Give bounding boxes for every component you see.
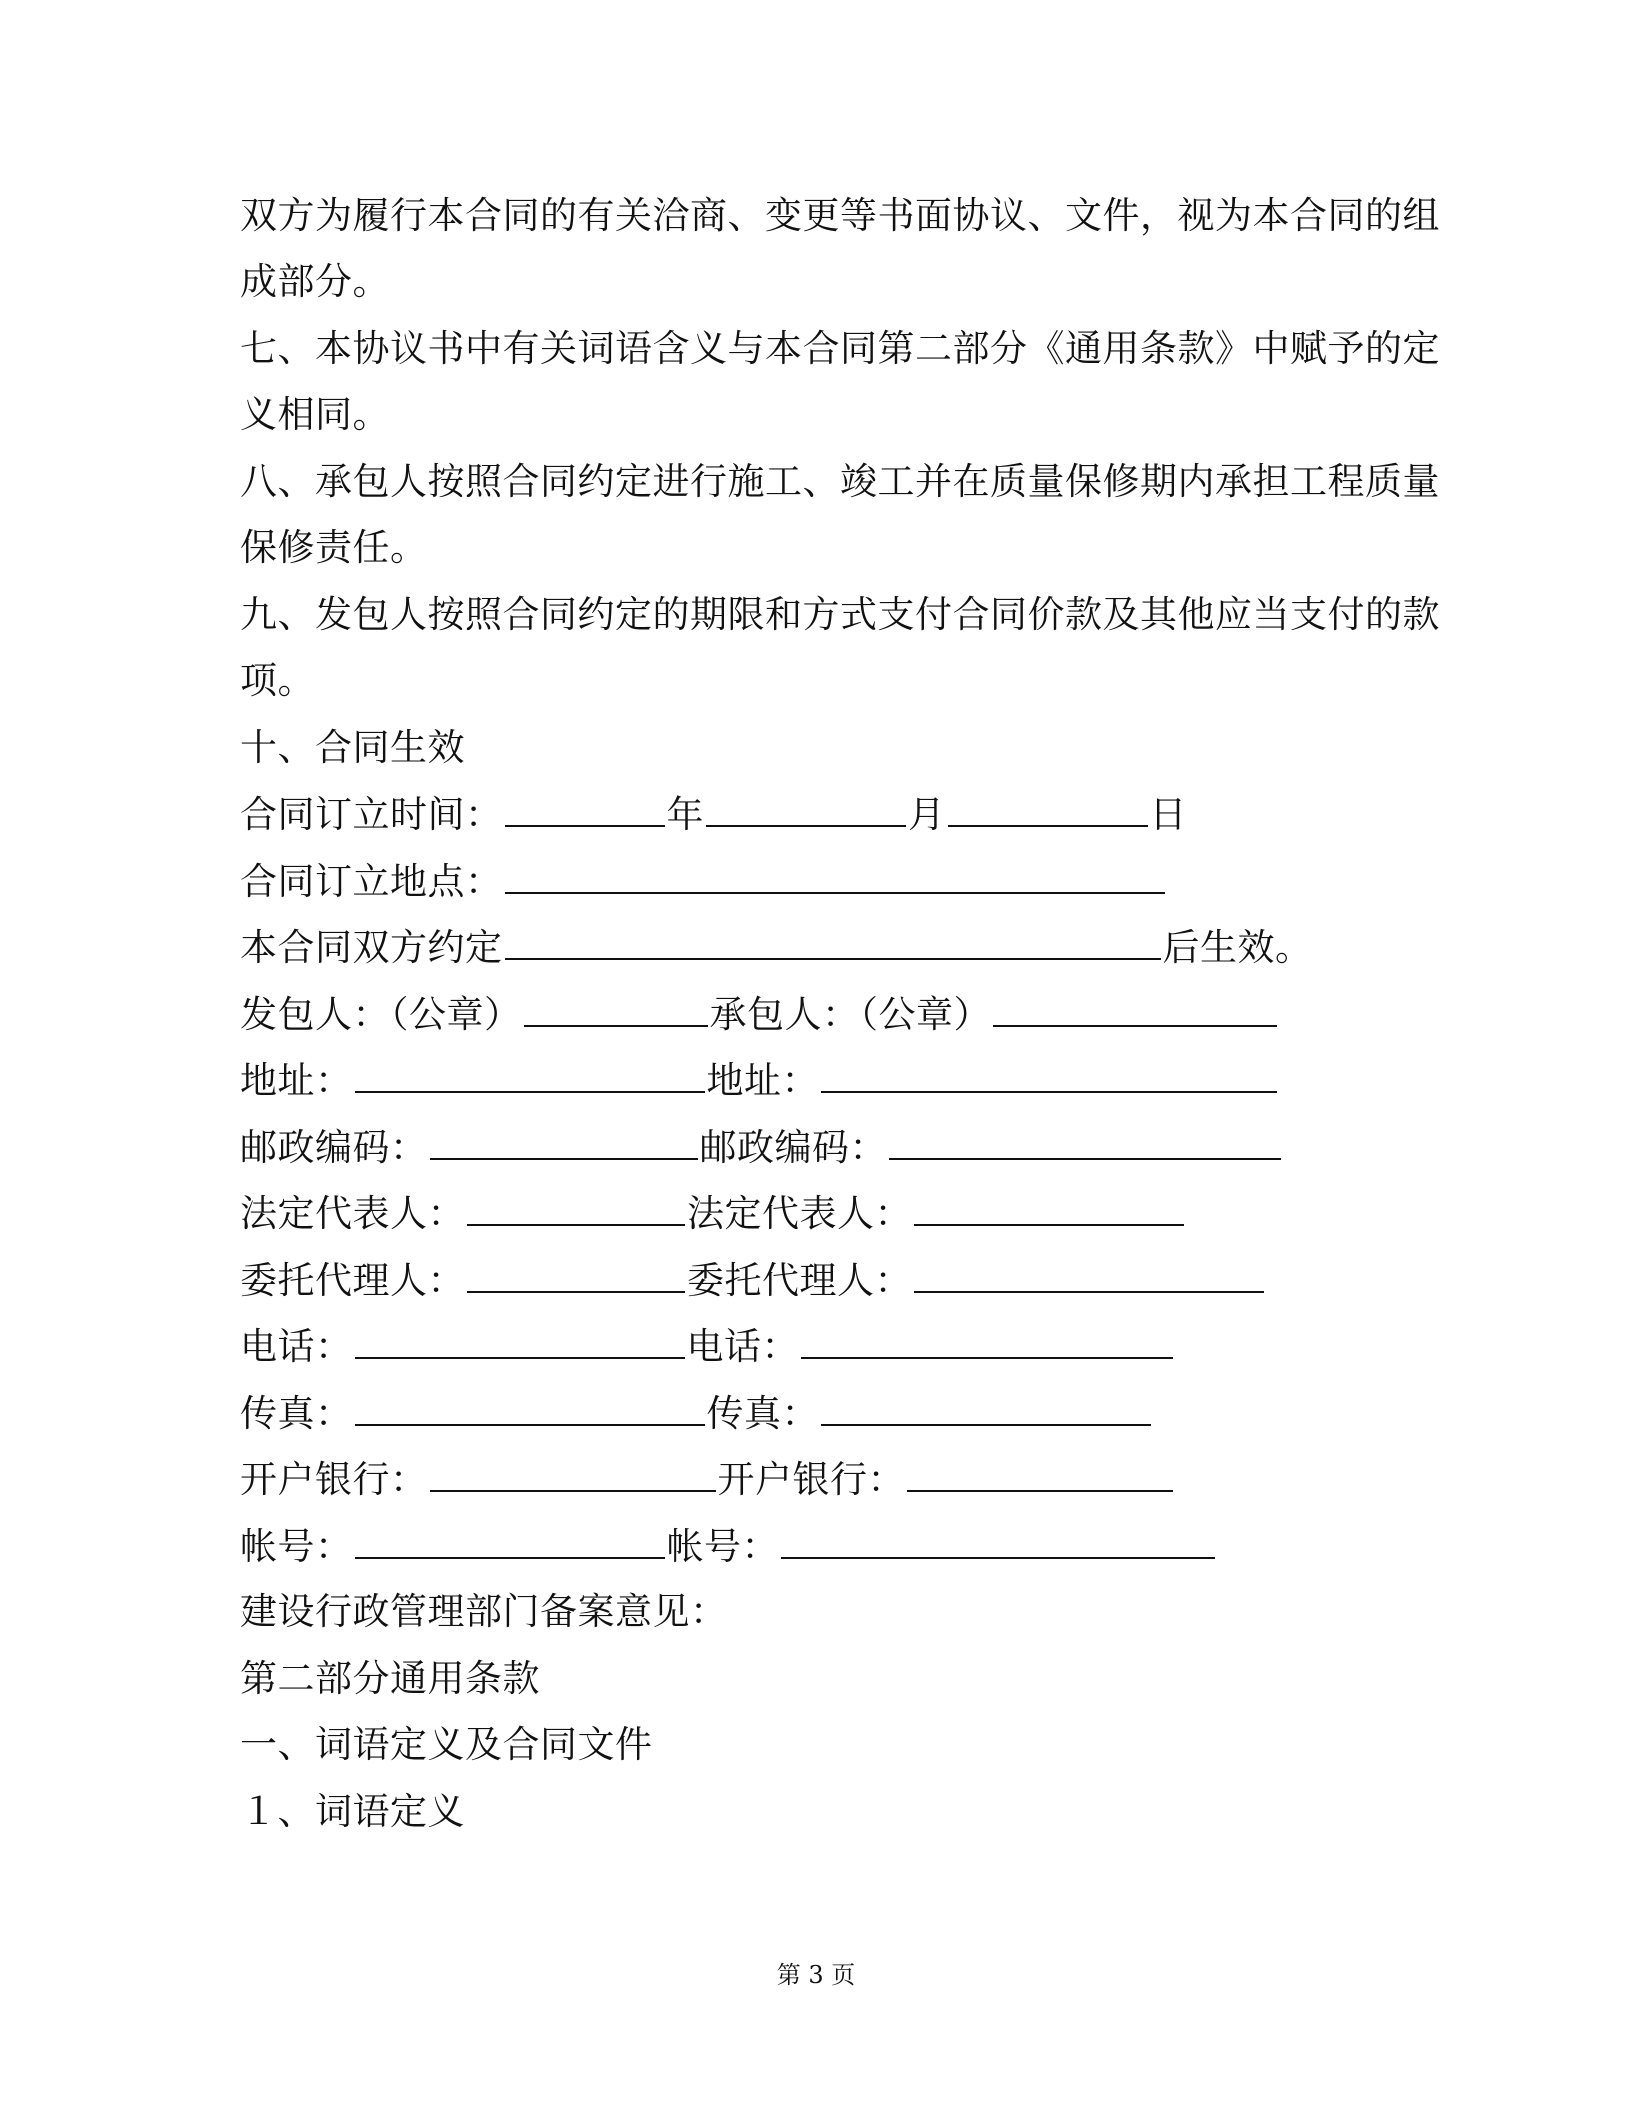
contractor-bank-blank[interactable] (907, 1456, 1173, 1492)
contractor-seal-blank[interactable] (993, 991, 1277, 1027)
effective-suffix: 后生效。 (1162, 926, 1313, 969)
employer-postcode-label: 邮政编码： (240, 1126, 428, 1169)
employer-bank-label: 开户银行： (240, 1458, 428, 1501)
signing-place-blank[interactable] (505, 858, 1165, 894)
paragraph-line: 项。 (240, 659, 315, 702)
clause-nine: 九、发包人按照合同约定的期限和方式支付合同价款及其他应当支付的款 (240, 593, 1440, 636)
month-label: 月 (908, 793, 946, 836)
paragraph-line: 双方为履行本合同的有关洽商、变更等书面协议、文件，视为本合同的组 (240, 194, 1440, 237)
contractor-postcode-blank[interactable] (889, 1124, 1281, 1160)
contractor-phone-blank[interactable] (801, 1323, 1173, 1359)
paragraph-line: 义相同。 (240, 393, 390, 436)
subsection-heading: １、词语定义 (240, 1790, 465, 1833)
address-row (240, 1057, 1279, 1104)
contractor-agent-label: 委托代理人： (687, 1259, 912, 1302)
filing-opinion-label: 建设行政管理部门备案意见： (240, 1590, 728, 1633)
year-label: 年 (666, 793, 704, 836)
signing-place-row (240, 858, 1167, 905)
employer-phone-label: 电话： (240, 1325, 353, 1368)
agent-row (240, 1257, 1266, 1304)
employer-agent-blank[interactable] (467, 1257, 685, 1293)
postcode-row (240, 1124, 1283, 1171)
phone-row (240, 1323, 1175, 1370)
paragraph-line: 保修责任。 (240, 526, 428, 569)
signing-time-row (240, 791, 1187, 838)
clause-ten-heading: 十、合同生效 (240, 726, 465, 769)
signing-place-label: 合同订立地点： (240, 860, 503, 903)
paragraph-line: 成部分。 (240, 260, 390, 303)
employer-postcode-blank[interactable] (430, 1124, 698, 1160)
clause-eight: 八、承包人按照合同约定进行施工、竣工并在质量保修期内承担工程质量 (240, 460, 1440, 503)
employer-account-label: 帐号： (240, 1525, 353, 1568)
effective-condition-blank[interactable] (505, 924, 1161, 960)
contractor-account-blank[interactable] (781, 1523, 1215, 1559)
contractor-phone-label: 电话： (686, 1325, 799, 1368)
contractor-address-label: 地址： (706, 1059, 819, 1102)
contractor-fax-label: 传真： (706, 1392, 819, 1435)
employer-address-label: 地址： (240, 1059, 353, 1102)
year-blank[interactable] (505, 791, 665, 827)
contractor-fax-blank[interactable] (821, 1390, 1151, 1426)
contractor-agent-blank[interactable] (914, 1257, 1264, 1293)
fax-row (240, 1390, 1153, 1437)
effective-row (240, 924, 1313, 971)
employer-agent-label: 委托代理人： (240, 1259, 465, 1302)
employer-fax-blank[interactable] (355, 1390, 705, 1426)
employer-seal-label: 发包人：（公章） (240, 993, 522, 1036)
employer-address-blank[interactable] (355, 1057, 705, 1093)
bank-row (240, 1456, 1175, 1503)
contractor-address-blank[interactable] (821, 1057, 1277, 1093)
employer-fax-label: 传真： (240, 1392, 353, 1435)
contractor-account-label: 帐号： (666, 1525, 779, 1568)
part-two-heading: 第二部分通用条款 (240, 1657, 540, 1700)
contractor-legal-rep-blank[interactable] (914, 1190, 1184, 1226)
employer-phone-blank[interactable] (355, 1323, 685, 1359)
legal-rep-row (240, 1190, 1186, 1237)
account-row (240, 1523, 1217, 1570)
contractor-bank-label: 开户银行： (717, 1458, 905, 1501)
day-blank[interactable] (948, 791, 1148, 827)
employer-account-blank[interactable] (355, 1523, 665, 1559)
contractor-seal-label: 承包人：（公章） (709, 993, 991, 1036)
employer-legal-rep-label: 法定代表人： (240, 1192, 465, 1235)
signing-time-label: 合同订立时间： (240, 793, 503, 836)
employer-bank-blank[interactable] (430, 1456, 716, 1492)
month-blank[interactable] (706, 791, 906, 827)
contractor-postcode-label: 邮政编码： (699, 1126, 887, 1169)
page-number: 第 3 页 (776, 1961, 856, 1989)
contractor-legal-rep-label: 法定代表人： (687, 1192, 912, 1235)
section-one-heading: 一、词语定义及合同文件 (240, 1723, 653, 1766)
employer-legal-rep-blank[interactable] (467, 1190, 685, 1226)
day-label: 日 (1149, 793, 1187, 836)
effective-prefix: 本合同双方约定 (240, 926, 503, 969)
clause-seven: 七、本协议书中有关词语含义与本合同第二部分《通用条款》中赋予的定 (240, 327, 1440, 370)
employer-seal-blank[interactable] (524, 991, 708, 1027)
party-seal-row (240, 991, 1279, 1038)
